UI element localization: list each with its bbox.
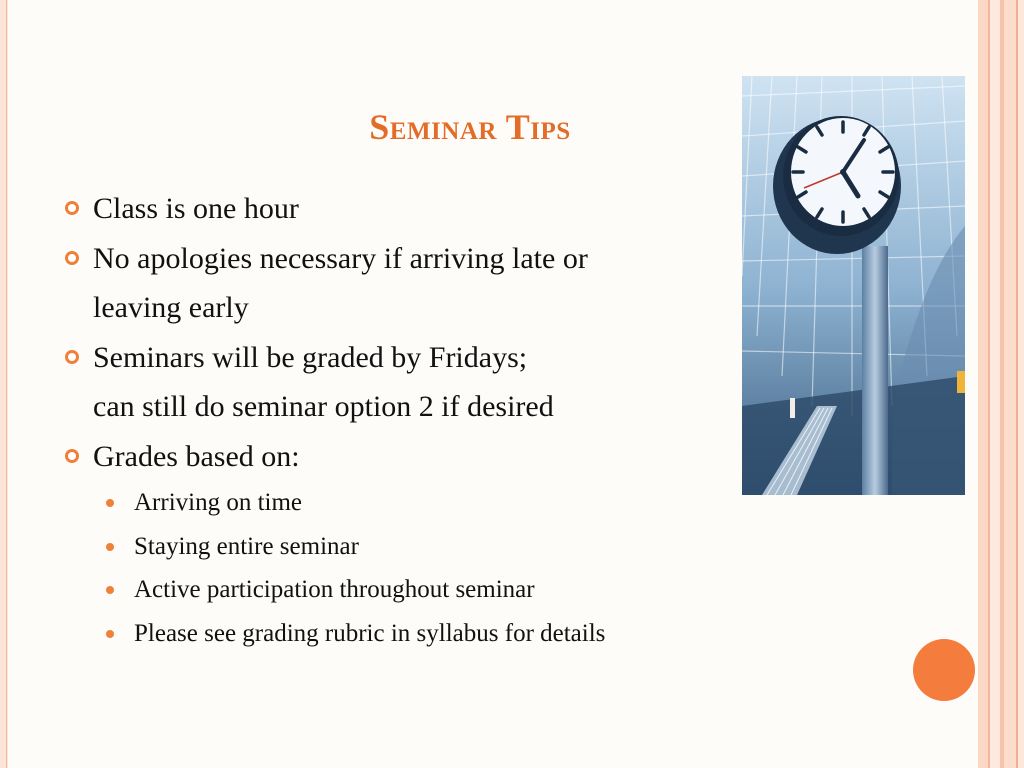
sub-bullet-marker-icon xyxy=(106,543,114,551)
bullet-item xyxy=(62,333,762,383)
decorative-orange-circle xyxy=(913,639,975,701)
bullet-continuation xyxy=(62,283,762,333)
bullet-text: No apologies necessary if arriving late or xyxy=(93,241,588,275)
sub-bullet-item xyxy=(62,612,762,656)
bullet-text: Staying entire seminar xyxy=(134,532,359,560)
bullet-text: Active participation throughout seminar xyxy=(134,576,535,603)
bullet-item xyxy=(62,184,762,234)
sub-bullet-item xyxy=(62,525,762,569)
slide-title: Seminar Tips xyxy=(369,107,571,147)
sub-bullet-item xyxy=(62,568,762,612)
bullet-marker-icon xyxy=(65,350,79,364)
bullet-item xyxy=(62,432,762,482)
right-decorative-stripes xyxy=(978,0,1024,768)
bullet-item xyxy=(62,234,762,284)
bullet-marker-icon xyxy=(65,201,79,215)
sub-bullet-marker-icon xyxy=(106,630,114,638)
station-clock-photo xyxy=(742,76,965,495)
bullet-text: leaving early xyxy=(93,291,249,324)
sub-bullet-marker-icon xyxy=(106,499,114,507)
bullet-text: can still do seminar option 2 if desired xyxy=(93,390,554,423)
bullet-text: Grades based on: xyxy=(93,439,300,473)
bullet-text: Seminars will be graded by Fridays; xyxy=(93,340,528,374)
sub-bullet-marker-icon xyxy=(106,586,114,594)
bullet-text: Please see grading rubric in syllabus for details xyxy=(134,619,606,647)
bullet-text: Class is one hour xyxy=(93,192,299,225)
sub-bullet-item xyxy=(62,481,762,525)
bullet-marker-icon xyxy=(65,251,79,265)
left-decorative-border xyxy=(0,0,8,768)
bullet-marker-icon xyxy=(65,449,79,463)
bullet-continuation xyxy=(62,382,762,432)
bullet-list xyxy=(62,184,762,655)
bullet-text: Arriving on time xyxy=(134,489,303,516)
